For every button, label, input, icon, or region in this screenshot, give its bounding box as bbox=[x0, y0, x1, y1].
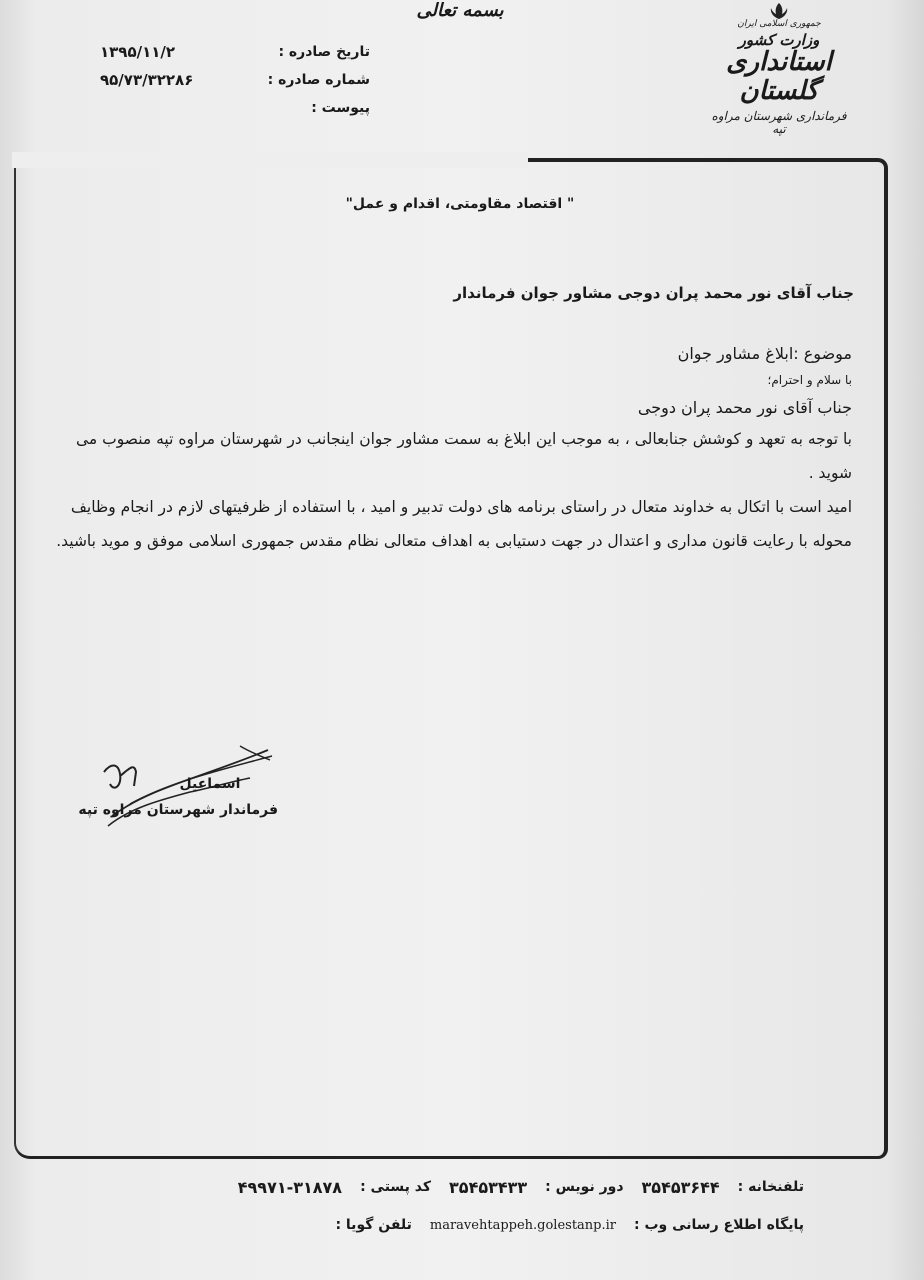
republic-label: جمهوری اسلامی ایران bbox=[737, 19, 821, 29]
number-row bbox=[100, 66, 370, 94]
date-label: تاریخ صادره : bbox=[278, 44, 370, 60]
paragraph-1: با توجه به تعهد و کوشش جنابعالی ، به موجب این ابلاغ به سمت مشاور جوان اینجانب در شهرستان مراوه تپه منصوب می شوید . bbox=[76, 430, 852, 482]
footer bbox=[160, 1168, 804, 1244]
date-row bbox=[100, 38, 370, 66]
web-url: maravehtappeh.golestanp.ir bbox=[429, 1217, 617, 1233]
body-frame bbox=[14, 158, 888, 1159]
signatory-name: اسماعیل bbox=[179, 776, 241, 792]
addressee: جناب آقای نور محمد پران دوجی مشاور جوان فرماندار bbox=[453, 284, 854, 302]
date-value: ۱۳۹۵/۱۱/۲ bbox=[100, 43, 176, 61]
letter-meta bbox=[100, 38, 370, 122]
signatory-title: فرماندار شهرستان مراوه تپه bbox=[78, 802, 278, 818]
phone-label: تلفنخانه : bbox=[737, 1179, 804, 1195]
attachment-label: پیوست : bbox=[311, 100, 370, 116]
footer-contacts bbox=[160, 1168, 804, 1206]
subject-line: موضوع :ابلاغ مشاور جوان bbox=[677, 344, 852, 363]
letterhead bbox=[704, 2, 854, 136]
bismillah-heading: بسمه تعالی bbox=[416, 0, 504, 21]
fax-value: ۳۵۴۵۳۴۳۳ bbox=[449, 1177, 528, 1197]
province-label: استانداری گلستان bbox=[726, 47, 832, 106]
greeting: با سلام و احترام؛ bbox=[767, 373, 852, 387]
postal-value: ۴۹۹۷۱-۳۱۸۷۸ bbox=[237, 1177, 343, 1197]
number-label: شماره صادره : bbox=[267, 72, 370, 88]
emblem-icon bbox=[766, 2, 792, 20]
paragraph-2: امید است با اتکال به خداوند متعال در راستای برنامه های دولت تدبیر و امید ، با استفاده از ظرفیتهای لازم در انجام وظایف محوله با رعایت قانون مداری و اعتدال در جهت دستیابی به اهداف متعالی نظام مقدس جمهوری اسلامی موفق و موید باشید. bbox=[56, 498, 852, 550]
number-value: ۹۵/۷۳/۳۲۲۸۶ bbox=[100, 71, 194, 89]
letter-body bbox=[40, 340, 852, 558]
governorate-label: فرمانداری شهرستان مراوه تپه bbox=[711, 108, 847, 136]
web-label: پایگاه اطلاع رسانی وب : bbox=[634, 1217, 804, 1233]
footer-web bbox=[160, 1206, 804, 1244]
postal-label: کد پستی : bbox=[360, 1179, 432, 1195]
attachment-row bbox=[100, 94, 370, 122]
addressee-repeat: جناب آقای نور محمد پران دوجی bbox=[637, 398, 852, 417]
ministry-label: وزارت کشور bbox=[738, 30, 820, 49]
fax-label: دور نویس : bbox=[545, 1179, 624, 1195]
phone-value: ۳۵۴۵۳۶۴۴ bbox=[641, 1177, 720, 1197]
slogan: " اقتصاد مقاومتی، اقدام و عمل" bbox=[345, 196, 575, 212]
voice-phone-label: تلفن گویا : bbox=[335, 1217, 412, 1233]
frame-gap bbox=[12, 152, 528, 168]
